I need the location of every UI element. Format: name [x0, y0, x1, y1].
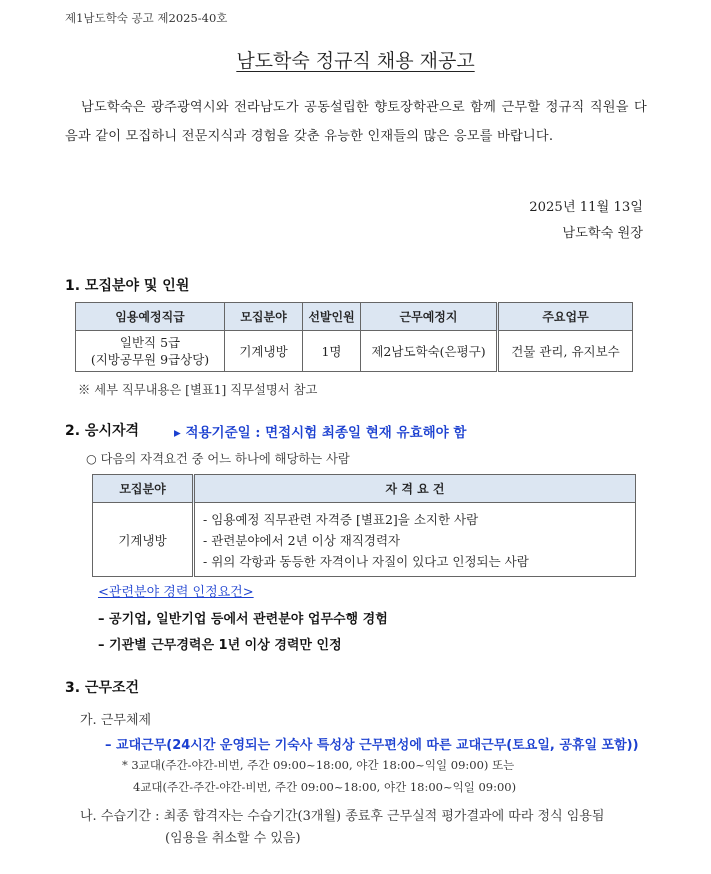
issuer: 남도학숙 원장 — [562, 226, 643, 241]
cell-duty: 건물 관리, 유지보수 — [498, 331, 633, 372]
requirement-item: - 임용예정 직무관련 자격증 [별표2]을 소지한 사람 — [203, 512, 479, 527]
shift-4-note: 4교대(주간-주간-야간-비번, 주간 09:00~18:00, 야간 18:00~익일 09:00) — [133, 780, 517, 794]
col-header-count: 선발인원 — [303, 303, 361, 331]
col-header-field: 모집분야 — [225, 303, 303, 331]
shift-work-description: – 교대근무(24시간 운영되는 기숙사 특성상 근무편성에 따른 교대근무(토요일, 공휴일 포함)) — [105, 738, 639, 753]
col-header-requirements: 자 격 요 건 — [194, 475, 636, 503]
requirement-item: - 관련분야에서 2년 이상 재직경력자 — [203, 533, 401, 548]
table-row — [93, 503, 636, 577]
recruitment-table — [75, 302, 633, 372]
probation-period-note: (임용을 취소할 수 있음) — [165, 831, 301, 846]
intro-paragraph: 남도학숙은 광주광역시와 전라남도가 공동설립한 향토장학관으로 함께 근무할 정규직 직원을 다음과 같이 모집하니 전문지식과 경험을 갖춘 유능한 인재들의 많은 응모를 바랍니다. — [65, 100, 647, 144]
page-title — [0, 46, 711, 73]
requirement-item: - 위의 각항과 동등한 자격이나 자질이 있다고 인정되는 사람 — [203, 554, 529, 569]
cell-count: 1명 — [303, 331, 361, 372]
cell-field: 기계냉방 — [225, 331, 303, 372]
col-header-duty: 주요업무 — [498, 303, 633, 331]
shift-3-note: * 3교대(주간-야간-비번, 주간 09:00~18:00, 야간 18:00~익일 09:00) 또는 — [122, 758, 515, 772]
condition-intro: ○ 다음의 자격요건 중 어느 하나에 해당하는 사람 — [86, 452, 350, 466]
probation-period: 나. 수습기간 : 최종 합격자는 수습기간(3개월) 종료후 근무실적 평가결과에 따라 정식 임용됨 — [80, 809, 605, 824]
grade-line-1: 일반직 5급 — [119, 335, 181, 350]
section-1-note: ※ 세부 직무내용은 [별표1] 직무설명서 참고 — [78, 383, 318, 397]
grade-line-2: (지방공무원 9급상당) — [90, 352, 210, 367]
table-header-row — [93, 475, 636, 503]
col-header-grade: 임용예정직급 — [76, 303, 225, 331]
cell-requirements — [194, 503, 636, 577]
section-2-heading: 2. 응시자격 — [65, 423, 140, 439]
reference-date-note: ▸ 적용기준일 : 면접시험 최종일 현재 유효해야 함 — [174, 425, 467, 441]
col-header-field: 모집분야 — [93, 475, 194, 503]
experience-item: – 공기업, 일반기업 등에서 관련분야 업무수행 경험 — [98, 612, 388, 627]
page-title-text: 남도학숙 정규직 채용 재공고 — [236, 50, 475, 72]
notice-number: 제1남도학숙 공고 제2025-40호 — [65, 11, 228, 25]
experience-criteria-title: <관련분야 경력 인정요건> — [98, 585, 254, 600]
col-header-location: 근무예정지 — [361, 303, 498, 331]
experience-item: – 기관별 근무경력은 1년 이상 경력만 인정 — [98, 638, 342, 653]
cell-grade — [76, 331, 225, 372]
section-3-heading: 3. 근무조건 — [65, 680, 140, 696]
qualification-table — [92, 474, 636, 577]
work-system-label: 가. 근무체제 — [80, 713, 152, 728]
cell-field: 기계냉방 — [93, 503, 194, 577]
table-header-row — [76, 303, 633, 331]
cell-location: 제2남도학숙(은평구) — [361, 331, 498, 372]
table-row — [76, 331, 633, 372]
section-1-heading: 1. 모집분야 및 인원 — [65, 278, 190, 294]
notice-date: 2025년 11월 13일 — [529, 200, 643, 215]
